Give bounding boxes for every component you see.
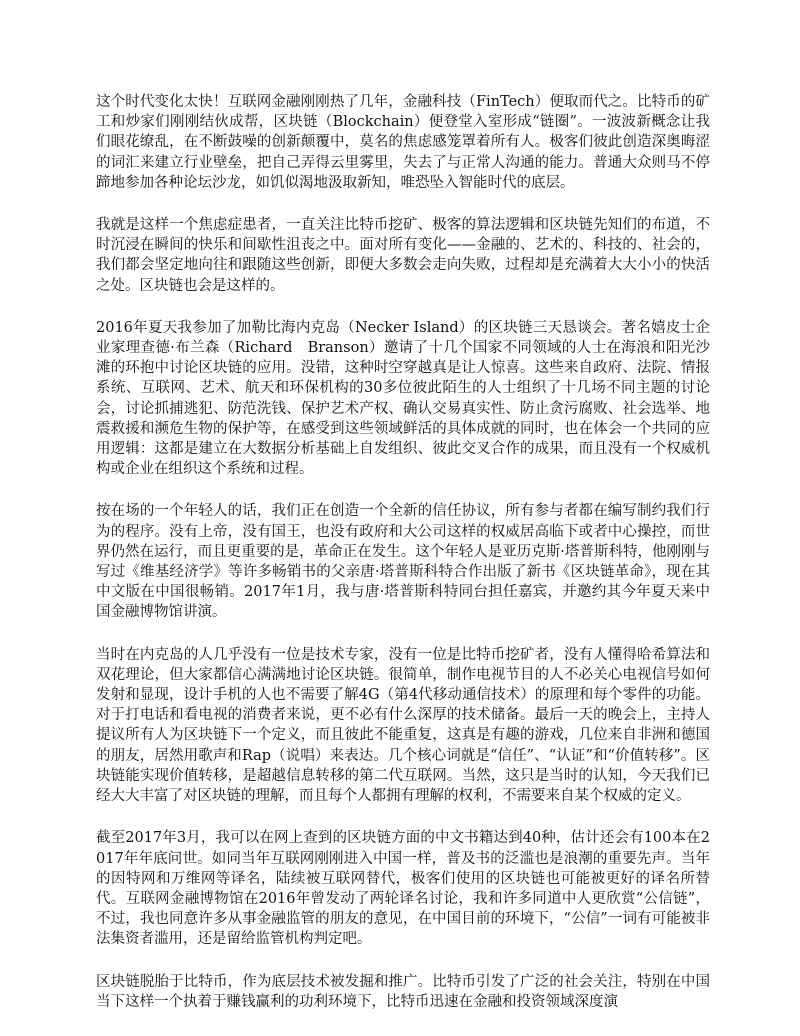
document-page: [96, 92, 710, 1034]
paragraph-5: 当时在内克岛的人几乎没有一位是技术专家，没有一位是比特币挖矿者，没有人懂得哈希算法和双花理论，但大家都信心满满地讨论区块链。很简单，制作电视节目的人不必关心电视信号如何发射和显现，设计手机的人也不需要了解4G（第4代移动通信技术）的原理和每个零件的功能。对于打电话和看电视的消费者来说，更不必有什么深厚的技术储备。最后一天的晚会上，主持人提议所有人为区块链下一个定义，而且彼此不能重复，这真是有趣的游戏，几位来自非洲和德国的朋友，居然用歌声和Rap（说唱）来表达。几个核心词就是“信任”、“认证”和“价值转移”。区块链能实现价值转移，是超越信息转移的第二代互联网。当然，这只是当时的认知，今天我们已经大大丰富了对区块链的理解，而且每个人都拥有理解的权利，不需要来自某个权威的定义。: [96, 646, 710, 805]
paragraph-6: 截至2017年3月，我可以在网上查到的区块链方面的中文书籍达到40种，估计还会有100本在2017年年底问世。如同当年互联网刚刚进入中国一样，普及书的泛滥也是浪潮的重要先声。当年的因特网和万维网等译名，陆续被互联网替代，极客们使用的区块链也可能被更好的译名所替代。互联网金融博物馆在2016年曾发动了两轮译名讨论，我和许多同道中人更欣赏“公信链”，不过，我也同意许多从事金融监管的朋友的意见，在中国目前的环境下，“公信”一词有可能被非法集资者滥用，还是留给监管机构判定吧。: [96, 830, 710, 948]
paragraph-4: 按在场的一个年轻人的话，我们正在创造一个全新的信任协议，所有参与者都在编写制约我们行为的程序。没有上帝，没有国王，也没有政府和大公司这样的权威居高临下或者中心操控，而世界仍然在运行，而且更重要的是，革命正在发生。这个年轻人是亚历克斯·塔普斯科特，他刚刚与写过《维基经济学》等许多畅销书的父亲唐·塔普斯科特合作出版了新书《区块链革命》，现在其中文版在中国很畅销。2017年1月，我与唐·塔普斯科特同台担任嘉宾，并邀约其今年夏天来中国金融博物馆讲演。: [96, 503, 710, 621]
paragraph-3: 2016年夏天我参加了加勒比海内克岛（Necker Island）的区块链三天恳谈会。著名嬉皮士企业家理查德·布兰森（Richard Branson）邀请了十几个国家不同领域的人士在海浪和阳光沙滩的环抱中讨论区块链的应用。没错，这种时空穿越真是让人惊喜。这些来自政府、法院、情报系统、互联网、艺术、航天和环保机构的30多位彼此陌生的人士组织了十几场不同主题的讨论会，讨论抓捕逃犯、防范洗钱、保护艺术产权、确认交易真实性、防止贪污腐败、社会选举、地震救援和濒危生物的保护等，在感受到这些领域鲜活的具体成就的同时，也在体会一个共同的应用逻辑：这都是建立在大数据分析基础上自发组织、彼此交叉合作的成果，而且没有一个权威机构或企业在组织这个系统和过程。: [96, 319, 710, 478]
paragraph-7: 区块链脱胎于比特币，作为底层技术被发掘和推广。比特币引发了广泛的社会关注，特别在中国当下这样一个执着于赚钱赢利的功利环境下，比特币迅速在金融和投资领域深度演: [96, 973, 710, 1010]
paragraph-2: 我就是这样一个焦虑症患者，一直关注比特币挖矿、极客的算法逻辑和区块链先知们的布道，不时沉浸在瞬间的快乐和间歇性沮丧之中。面对所有变化——金融的、艺术的、科技的、社会的，我们都会坚定地向往和跟随这些创新，即便大多数会走向失败，过程却是充满着大大小小的快活之处。区块链也会是这样的。: [96, 217, 710, 294]
paragraph-1: 这个时代变化太快！互联网金融刚刚热了几年，金融科技（FinTech）便取而代之。比特币的矿工和炒家们刚刚结伙成帮，区块链（Blockchain）便登堂入室形成“链圈”。一波波新概念让我们眼花缭乱，在不断鼓噪的创新颠覆中，莫名的焦虑感笼罩着所有人。极客们彼此创造深奥晦涩的词汇来建立行业壁垒，把自己弄得云里雾里，失去了与正常人沟通的能力。普通大众则马不停蹄地参加各种论坛沙龙，如饥似渴地汲取新知，唯恐坠入智能时代的底层。: [96, 94, 710, 191]
